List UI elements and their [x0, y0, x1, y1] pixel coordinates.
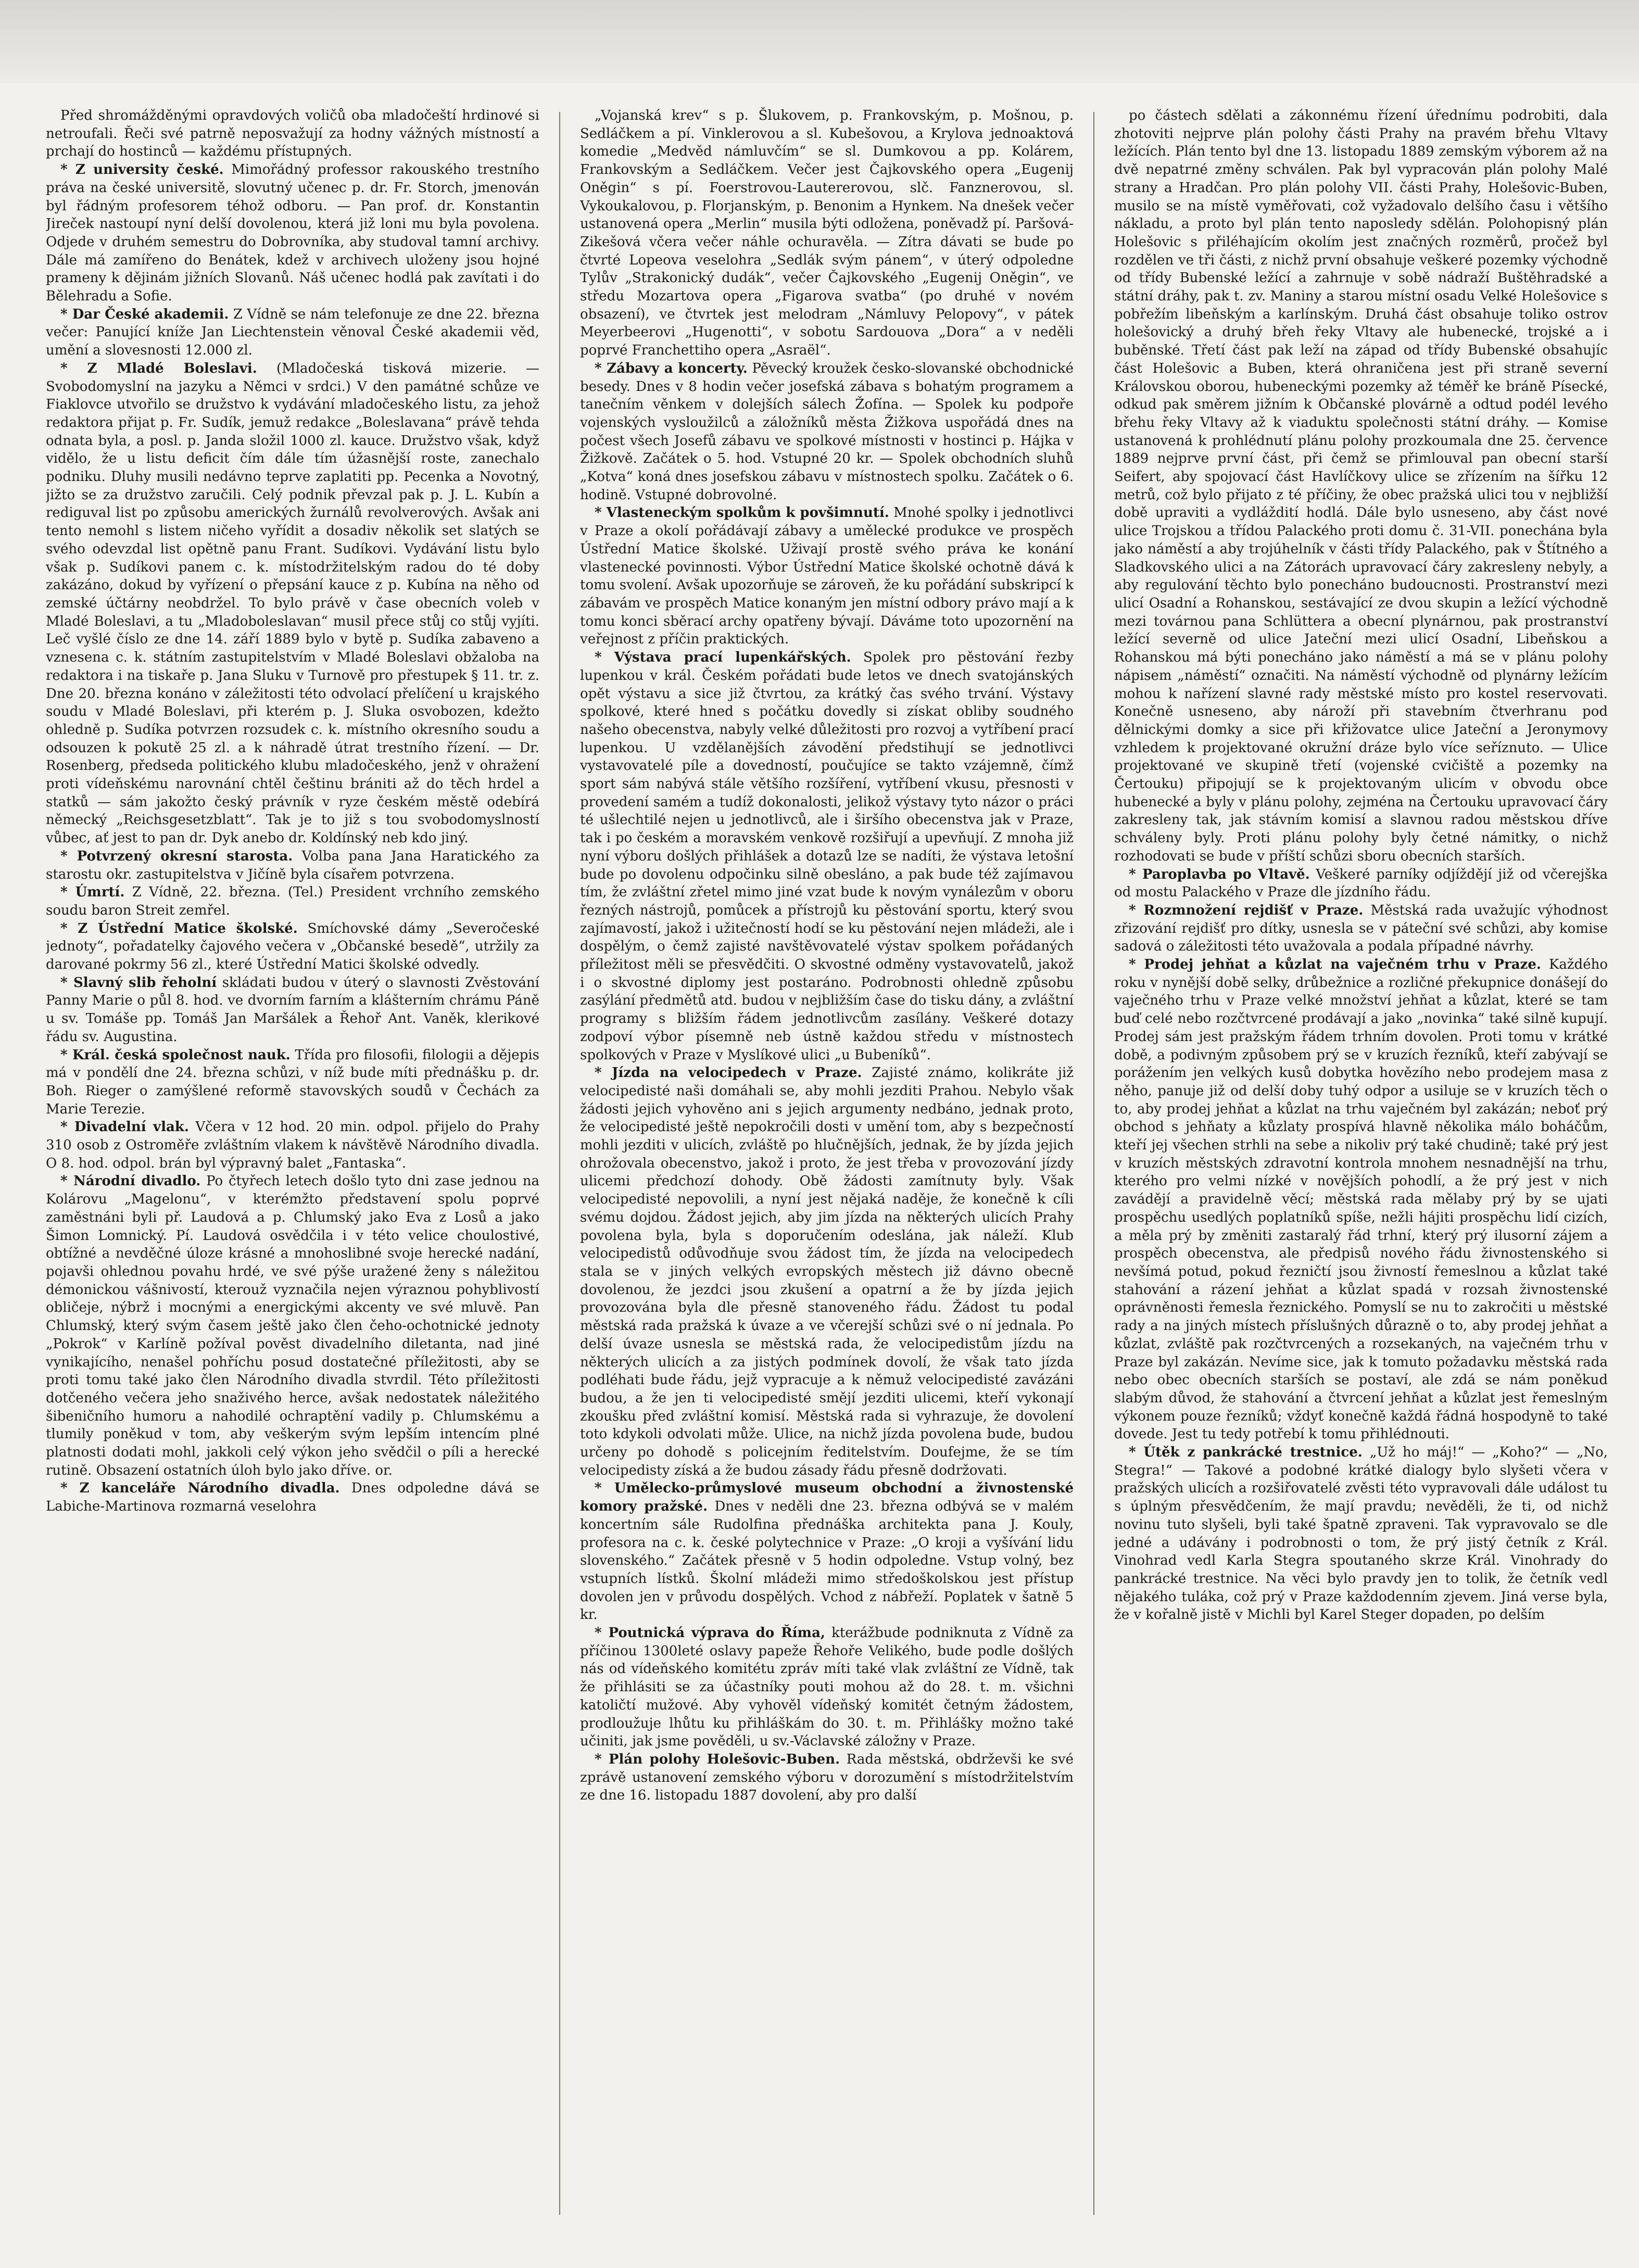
article-paragraph	[580, 1479, 1074, 1624]
article-heading: * Jízda na velocipedech v Praze.	[595, 1065, 862, 1081]
article-text: Zajisté známo, kolikráte již velocipedisté naši domáhali se, aby mohli jezditi Prahou. Nebylo však žádosti jejich vyhověno ani s jejich argumenty nedbáno, jednak proto, že velocipedisté ještě nepokročili dosti v umění tom, aby s bezpečností mohli jezditi v ulicích, zvláště po hlučnějších, jednak, že by jízda jejich ohrožovala obecenstvo, jakož i proto, že jest třeba v provozování jízdy ulicemi předchozí dohody. Obě žádosti zamítnuty byly. Však velocipedisté nepovolili, a nyní jest nějaká naděje, že konečně k cíli svému dojdou. Žádost jejich, aby jim jízda na některých ulicích Prahy povolena byla, byla s doporučením odeslána, jak náleží. Klub velocipedistů odůvodňuje svou žádost tím, že jízda na velocipedech stala se v jiných velkých evropských městech již dávno obecně dovolenou, že jezdci jsou zkušení a opatrní a že by jízda jejich provozována byla dle přesně stanoveného řádu. Žádost tu podal městská rada pražská k úvaze a ve včerejší schůzi své o ní jednala. Po delší úvaze usnesla se městská rada, že velocipedistům jízdu na některých ulicích a za jistých podmínek dovolí, že však tato jízda podléhati bude řádu, jejž vypracuje a k němuž velocipedisté zavázáni budou, a že jen ti velocipedisté smějí jezditi ulicemi, kteří vykonají zkoušku před zvláštní komisí. Městská rada si vyhrazuje, že dovolení toto kdykoli odvolati může. Ulice, na nichž jízda povolena bude, budou určeny po dohodě s policejním ředitelstvím. Doufejme, že se tím velocipedisty získá a že budou zásady řádu přesně dodržovati.	[580, 1065, 1074, 1478]
article-text: Z Vídně se nám telefonuje ze dne 22. března večer: Panující kníže Jan Liechtenstein věnoval České akademii věd, umění a slovesnosti 12.000 zl.	[46, 306, 539, 359]
article-heading: * Vlasteneckým spolkům k povšimnutí.	[595, 505, 889, 521]
article-paragraph	[1114, 866, 1608, 902]
page-top-margin	[0, 0, 1639, 83]
article-heading: * Z university české.	[60, 162, 224, 178]
article-heading: * Z kanceláře Národního divadla.	[60, 1480, 340, 1497]
article-heading: * Král. česká společnost nauk.	[60, 1047, 291, 1063]
article-paragraph	[580, 504, 1074, 649]
article-text: Před shromážděnými opravdových voličů oba mladočeští hrdinové si netroufali. Řeči své patrně neposvažují za hodny vážných místností a prchají do hostinců — každému přístupných.	[46, 108, 539, 160]
article-paragraph	[1114, 1443, 1608, 1624]
article-text: „Už ho máj!“ — „Koho?“ — „No, Stegra!“ — Takové a podobné krátké dialogy bylo slyšeti včera v pražských ulicích a rozšiřovatelé zvěsti této vypravovali dále událost tu s úplným přesvědčením, že mají pravdu; nevěděli, že ti, od nichž novinu tuto slyšeli, byli také špatně zpraveni. Tak vypravovalo se dle jedné a udávány i podrobnosti o tom, že prý jistý četník z Král. Vinohrad vedl Karla Stegra spoutaného skrze Král. Vinohrady do pankrácké trestnice. Na věci bylo pravdy jen to tolik, že četník vedl nějakého tuláka, což prý v Praze každodenním zjevem. Jiná verse byla, že v kořalně jistě v Michli byl Karel Steger dopaden, po delším	[1114, 1445, 1608, 1623]
article-paragraph	[46, 1046, 539, 1119]
article-paragraph	[46, 360, 539, 847]
article-heading: * Výstava prací lupenkářských.	[595, 650, 851, 666]
article-text: (Mladočeská tisková mizerie. — Svobodomyslní na jazyku a Němci v srdci.) V den památné schůze ve Fiaklovce utvořilo se družstvo k vydávání mladočeského listu, za jehož redaktora přijat p. Fr. Sudík, jemuž redakce „Boleslavana“ právě tehda odnata byla, a posl. p. Janda složil 1000 zl. kauce. Družstvo však, když vidělo, že u listu deficit čím dále tím úžasnější roste, zanechalo podniku. Dluhy musili nedávno teprve zaplatiti pp. Pecenka a Novotný, jižto se za družstvo zaručili. Celý podnik převzal pak p. J. L. Kubín a rediguval list po způsobu amerických žurnálů revolverových. Avšak ani tento nemohl s listem ničeho vyřídit a dosadiv několik set slatých se svého odevzdal list opětně panu Frant. Sudíkovi. Vydávání listu bylo však p. Sudíkovi panem c. k. místodržitelským radou do té doby zakázáno, dokud by vyřízení o přepsání kauce z p. Kubína na něho od zemské účtárny neobdržel. To bylo právě v čase obecních voleb v Mladé Boleslavi, a tu „Mladoboleslavan“ musil přece stůj co stůj vyjíti. Leč vyšlé číslo ze dne 14. září 1889 bylo v bytě p. Sudíka zabaveno a vznesena c. k. státním zastupitelstvím v Mladé Boleslavi obžaloba na redaktora i na tiskaře p. Jana Sluku v Turnově pro přestupek § 11. tr. z. Dne 20. března konáno v záležitosti této odvolací přelíčení u krajského soudu v Mladé Boleslavi, při kterém p. J. Sluka osvobozen, kdežto ohledně p. Sudíka potvrzen rozsudek c. k. místního okresního soudu a odsouzen k pokutě 25 zl. a k náhradě útrat trestního řízení. — Dr. Rosenberg, předseda politického klubu mladočeského, jenž v ohražení proti vídeňskému narovnání chtěl češtinu brániti až do těch hrdel a statků — sám jakožto český právník v ryze českém městě odebírá německý „Reichsgesetzblatt“. Tak je to již s tou svobodomyslností vůbec, ať jest to pan dr. Dyk anebo dr. Koldínský neb kdo jiný.	[46, 360, 539, 846]
article-paragraph	[46, 883, 539, 919]
article-heading: * Divadelní vlak.	[60, 1119, 189, 1135]
article-paragraph	[580, 649, 1074, 1064]
article-heading: * Paroplavba po Vltavě.	[1129, 866, 1310, 882]
article-text: Každého roku v nynější době selky, drůbežnice a rozličné překupnice donášejí do vaječného trhu v Praze velké množství jehňat a kůzlat, které se tam buď celé nebo rozčtvrcené prodávají a jako „novinka“ také silně kupují. Prodej sám jest pražským řádem trhním dovolen. Proti tomu v krátké době, a podivným způsobem prý se v kruzích řezníků, kteří zabývají se porážením jen velkých kusů dobytka hovězího nebo prodejem masa z něho, panuje již od delší doby tuhý odpor a usiluje se v kruzích těch o to, aby prodej jehňat a kůzlat na trhu vaječném byl zakázán; neboť prý obchod s jehňaty a kůzlaty prospívá hlavně několika málo boháčům, kteří jej všechen strhli na sebe a nikoliv prý také chudině; také prý jest v kruzích městských zdravotní kontrola mnohem nesnadnější na trhu, kterého pro velmi nízké v novějších pohodlí, a že prý jest v nich zavádějí a pravidelně věcí; městská rada mělaby prý by se ujati prospěchu usedlých poplatníků spíše, nežli hájiti prospěchu lidí cizích, a měla prý by změniti zastaralý řád trhní, který prý ilusorní zájem a prospěch obecenstva, ale předpisů nového řádu živnostenského si nevšímá potud, pokud řezničtí jsou živností řemeslnou a kůzlat také stahování a rázení jehňat a kůzlat spadá v rozsah živnostenské oprávněnosti řemesla řeznického. Pomyslí se nu to zakročiti u městské rady a na jiných místech příslušných důrazně o to, aby prodej jehňat a kůzlat, zvláště pak rozčtvrcených a rozsekaných, na vaječném trhu v Praze byl zakázán. Nevíme sice, jak k tomuto požadavku městská rada nebo obec obecních starších se postaví, ale zdá se nám poněkud slabým důvod, že stahování a čtvrcení jehňat a kůzlat jest řemeslným výkonem pouze řezníků; vždyť konečně každá řádná hospodyně to také dovede. Jest tu tedy potřebí k tomu přihlédnouti.	[1114, 957, 1608, 1442]
article-heading: * Umělecko-průmyslové museum obchodní a živnostenské komory pražské.	[580, 1480, 1074, 1515]
article-paragraph	[46, 847, 539, 883]
article-text: Po čtyřech letech došlo tyto dni zase jednou na Kolárovu „Magelonu“, v kterémžto představení spolu poprvé zaměstnáni byli př. Laudová a p. Chlumský jako Eva z Losů a jako Šimon Lomnický. Pí. Laudová osvědčila i v této velice choulostivé, obtížné a nevděčné úloze krásné a mnohoslibné svoje herecké nadání, pojavši ohlednou povahu hrdé, ve své pýše uražené ženy s náležitou démonickou vášnivostí, kterouž vyznačila nejen výraznou pohyblivostí obličeje, nýbrž i mocnými a energickými akcenty ve své mluvě. Pan Chlumský, který svým časem ještě jako člen čeho-ochotnické jednoty „Pokrok“ v Karlíně požíval pověst divadelního diletanta, nad jiné vynikajícího, nenašel pohříchu posud dostatečné příležitosti, aby se proti tomu také jako člen Národního divadla stvrdil. Této příležitosti dotčeného večera jeho snaživého herce, avšak nedostatek náležitého šibeničního humoru a nahodilé ochraptění vadily p. Chlumskému a tlumily poněkud v tom, aby veškerým svým lepším intencím plné platnosti dodati mohl, jakkoli celý výkon jeho svědčil o píli a herecké rutině. Obsazení ostatních úloh bylo jako dříve. or.	[46, 1173, 539, 1478]
article-heading: * Z Ústřední Matice školské.	[60, 920, 298, 936]
article-paragraph	[580, 1751, 1074, 1805]
article-text: skládati budou v úterý o slavnosti Zvěstování Panny Marie o půl 8. hod. ve dvorním farním a klášterním chrámu Páně u sv. Tomáše pp. Tomáš Jan Maršálek a Řehoř Ant. Vaněk, klerikové řádu sv. Augustina.	[46, 974, 539, 1045]
article-paragraph	[46, 306, 539, 360]
article-paragraph	[46, 920, 539, 974]
article-heading: * Potvrzený okresní starosta.	[60, 848, 293, 864]
article-heading: * Z Mladé Boleslavi.	[60, 360, 257, 376]
article-columns	[46, 107, 1608, 2236]
article-paragraph	[46, 974, 539, 1046]
article-heading: * Poutnická výprava do Říma,	[595, 1625, 825, 1641]
article-text: „Vojanská krev“ s p. Šlukovem, p. Frankovským, p. Mošnou, p. Sedláčkem a pí. Vinklerovou a sl. Kubešovou, a Krylova jednoaktová komedie „Medvěd námluvčím“ se sl. Dumkovou a pp. Kolárem, Frankovským a Sedláčkem. Večer jest Čajkovského opera „Eugenij Oněgin“ s pí. Foerstrovou-Lautererovou, slč. Fanznerovou, sl. Vykoukalovou, p. Florjanským, p. Benonim a Hynkem. Na dnešek večer ustanovená opera „Merlin“ musila býti odložena, poněvadž pí. Paršová-Zikešová včera večer náhle ochuravěla. — Zítra dávati se bude po čtvrté Lopeova veselohra „Sedlák svým pánem“, v úterý odpoledne Tylův „Strakonický dudák“, večer Čajkovského „Eugenij Oněgin“, ve středu Mozartova opera „Figarova svatba“ (po druhé v novém obsazení), ve čtvrtek jest melodram „Námluvy Pelopovy“, v pátek Meyerbeerovi „Hugenotti“, v sobotu Sardouova „Dora“ a v neděli poprvé Franchettiho opera „Asraël“.	[580, 108, 1074, 359]
article-paragraph	[1114, 902, 1608, 956]
article-text: Dnes v neděli dne 23. března odbývá se v malém koncertním sále Rudolfina přednáška architekta pana J. Kouly, profesora na c. k. české polytechnice v Praze: „O kroji a vyšívání lidu slovenského.“ Začátek přesně v 5 hodin odpoledne. Vstup volný, bez vstupních lístků. Školní mládeži mimo středoškolskou jest přístup dovolen jen v průvodu dospělých. Vchod z nábřeží. Poplatek v šatně 5 kr.	[580, 1499, 1074, 1623]
article-text: Včera v 12 hod. 20 min. odpol. přijelo do Prahy 310 osob z Ostroměře zvláštním vlakem k návštěvě Národního divadla. O 8. hod. odpol. brán byl výpravný balet „Fantaska“.	[46, 1119, 539, 1171]
article-text: po částech sdělati a zákonnému řízení úřednímu podrobiti, dala zhotoviti nejprve plán polohy části Prahy na pravém břehu Vltavy ležících. Plán tento byl dne 13. listopadu 1889 zemským výborem až na dvě nepatrné změny schválen. Pak byl vypracován plán polohy Malé strany a Hradčan. Pro plán polohy VII. části Prahy, Holešovic-Buben, musilo se na místě vyměřovati, což vyžadovalo delšího času i většího nákladu, a proto byl plán tento naposledy sdělán. Polohopisný plán Holešovic s přiléhajícím okolím jest značných rozměrů, pročež byl rozdělen ve tři části, z nichž první obsahuje veškeré pozemky východně od třídy Bubenské ležící a zahrnuje v sobě nádraží Buštěhradské a státní dráhy, pak t. zv. Maniny a starou místní osadu Velké Holešovice s pobřežím libeňským a karlínským. Druhá část obsahuje toliko ostrov holešovický a druhý břeh řeky Vltavy ale hubenecké, trojské a i buběnské. Třetí část pak leží na západ od třídy Bubenské obsahujíc část Holešovic a Buben, která ohraničena jest při straně severní Královskou oborou, hubeneckými pozemky až téměř ke bráně Písecké, odkud pak směrem jižním k Občanské plovárně a odtud podél levého břehu řeky Vltavy až k viaduktu společnosti státní dráhy. — Komise ustanovená k prohlédnutí plánu polohy prozkoumala dne 25. července 1889 nejprve první část, při čemž se přimlouval pan obecní starší Seifert, aby spojovací část Havlíčkovy ulice se zřízením na šířku 12 metrů, což bylo přijato z té příčiny, že obec pražská ulici tou v nejbližší době upraviti a vydláždití hodlá. Dále bylo usneseno, aby část nové ulice Trojskou a třídou Palackého proti domu č. 31-VII. ponechána byla jako náměstí a aby trojúhelník v části třídy Palackého, pak v Štítného a Sladkovského ulici a na Zátorách upravovací čáry zakresleny nebyly, a aby regulování těchto bylo ponecháno budoucnosti. Prostranství mezi ulicí Osadní a Rohanskou, sestávající ze dvou skupin a ležící východně mezi továrnou pana Schlüttera a obecní plynárnou, pak prostranství ležící severně od ulice Jateční mezi ulicí Osadní, Libeňskou a Rohanskou má býti ponecháno jako náměstí a má se v plánu polohy nápisem „náměstí“ označiti. Na náměstí východně od plynárny ležícím mohou k nařízení slavné rady městské místo pro kostel reservovati. Konečně usneseno, aby nároží při stavebním čtverhranu pod dělnickými domky a sice při křižovatce ulice Jateční a Jeronymovy vzhledem k projektované okružní dráze bylo více seříznuto. — Ulice projektované ve skupině třetí (vojenské cvičiště a pozemky na Čertouku) připojují se k projektovaným ulicím v obvodu obce hubenecké a byly v plánu polohy, zejména na Čertouku upravovací čáry zakresleny tak, jak stávním komisí a slavnou radou městskou dříve schváleny byly. Proti plánu polohy byly četné námitky, o nichž rozhodovati se bude v příští schůzi sboru obecních starších.	[1114, 108, 1608, 864]
article-heading: * Útěk z pankrácké trestnice.	[1129, 1445, 1363, 1461]
article-heading: * Národní divadlo.	[60, 1173, 201, 1189]
article-paragraph	[46, 1118, 539, 1172]
article-heading: * Prodej jehňat a kůzlat na vaječném trhu v Praze.	[1129, 957, 1541, 973]
column-2	[580, 107, 1074, 2236]
article-heading: * Zábavy a koncerty.	[595, 360, 748, 376]
article-paragraph	[46, 107, 539, 161]
article-paragraph	[46, 1172, 539, 1479]
article-heading: * Úmrtí.	[60, 884, 125, 901]
article-text: Městská rada uvažujíc výhodnost zřizování rejdišť pro dítky, usnesla se v páteční své schůzi, aby komise sadová o záležitosti této uvažovala a podala případné návrhy.	[1114, 902, 1608, 955]
article-text: Veškeré parníky odjíždějí již od včerejška od mostu Palackého v Praze dle jízdního řádu.	[1114, 866, 1608, 901]
article-paragraph	[46, 1479, 539, 1515]
article-paragraph	[580, 1064, 1074, 1479]
article-text: kterážbude podniknuta z Vídně za příčinou 1300leté oslavy papeže Řehoře Velikého, bude podle došlých nás od vídeňského komitétu zpráv míti také vlak zvláštní ze Vídně, tak že přihlásiti se za účastníky pouti mohou až do 28. t. m. všichni katoličtí mužové. Aby vyhověl vídeňský komitét četným žádostem, prodloužuje lhůtu ku přihláškám do 30. t. m. Přihlášky možno také učiniti, jak jsme pověděli, u sv.-Václavské záložny v Praze.	[580, 1625, 1074, 1750]
article-heading: * Dar České akademii.	[60, 306, 229, 322]
article-paragraph	[580, 1624, 1074, 1751]
article-text: Dnes odpoledne dává se Labiche-Martinova rozmarná veselohra	[46, 1480, 539, 1515]
article-text: Z Vídně, 22. března. (Tel.) President vrchního zemského soudu baron Streit zemřel.	[46, 884, 539, 918]
article-paragraph	[580, 360, 1074, 504]
article-paragraph	[46, 161, 539, 306]
article-paragraph	[1114, 107, 1608, 866]
article-text: Pěvecký kroužek česko-slovanské obchodnické besedy. Dnes v 8 hodin večer josefská zábava s bohatým programem a tanečním věnkem v dolejších sálech Žofína. — Spolek ku podpoře vojenských vysloužilců a záložníků města Žižkova uspořádá dnes na počest všech Josefů zábavu ve spolkové místnosti v hostinci p. Hájka v Žižkově. Začátek o 5. hod. Vstupné 20 kr. — Spolek obchodních sluhů „Kotva“ koná dnes josefskou zábavu v místnostech spolku. Začátek o 6. hodině. Vstupné dobrovolné.	[580, 360, 1074, 503]
article-paragraph	[1114, 956, 1608, 1443]
article-paragraph	[580, 107, 1074, 360]
article-heading: * Plán polohy Holešovic-Buben.	[595, 1751, 840, 1767]
column-divider	[1093, 112, 1094, 2215]
article-heading: * Rozmnožení rejdišť v Praze.	[1129, 902, 1364, 918]
article-text: Rada městská, obdrževši ke své zprávě ustanovení zemského výboru v dorozumění s místodržitelstvím ze dne 16. listopadu 1887 dovolení, aby pro další	[580, 1751, 1074, 1804]
article-heading: * Slavný slib řeholní	[60, 974, 217, 991]
column-divider	[559, 112, 560, 2215]
article-text: Volba pana Jana Haratického za starostu okr. zastupitelstva v Jičíně byla císařem potvrzena.	[46, 848, 539, 882]
article-text: Spolek pro pěstování řezby lupenkou v král. Českém pořádati bude letos ve dnech svatojánských opět výstavu a sice již čtvrtou, za krátký čas svého trvání. Výstavy spolkové, které hned s počátku dovedly si získat obliby soudného našeho obecenstva, nabyly velké důležitosti pro rozvoj a vytříbení prací lupenkou. U vzdělanějších závodění předstihují se jednotlivci vystavovatelé píle a dovedností, poučujíce se takto vzájemně, čímž sport sám nabývá stále většího rozšíření, vytříbení vkusu, přesnosti v provedení samém a tudíž dokonalosti, jelikož výstavy tyto názor o práci té ušlechtilé nejen u jednotlivců, ale i širšího obecenstva jak v Praze, tak i po českém a moravském venkově rozšiřují a upevňují. Z mnoha již nyní výboru došlých přihlášek a dotazů lze se nadíti, že výstava letošní bude po dovolenu odpočinku silně obesláno, a pak bude též zajímavou tím, že zvláštní zřetel mimo jiné vzat bude k novým vynálezům v oboru řezných nástrojů, pomůcek a přístrojů ku pěstování sportu, který svou zajímavostí, jakož i užitečností hodí se ku pěstování nejen mládeži, ale i dospělým, o čemž zajisté navštěvovatelé výstav spolkem pořádaných příležitost měli se přesvědčiti. O skvostné odměny vystavovatelů, jakož i o skvostné diplomy jest postaráno. Podrobnosti ohledně způsobu zasýlání předmětů atd. budou v nejbližším čase do tisku dány, a zvláštní programy s bližším řádem jednotlivcům zasílány. Veškeré dotazy zodpoví výbor písemně neb ústně každou středu v místnostech spolkových v Praze v Myslíkové ulici „u Bubeníků“.	[580, 650, 1074, 1063]
column-3	[1114, 107, 1608, 2236]
column-1	[46, 107, 539, 2236]
article-text: Mnohé spolky i jednotlivci v Praze a okolí pořádávají zábavy a umělecké produkce ve prospěch Ústřední Matice školské. Uživají prostě svého práva ke konání vlastenecké povinnosti. Výbor Ústřední Matice školské ochotně dává k tomu svolení. Avšak upozorňuje se zároveň, že ku pořádání subskripcí k zábavám ve prospěch Matice konaným jen místní odbory právo mají a k tomu konci sběrací archy opatřeny bývají. Dáváme toto upozornění na veřejnost z příčin praktických.	[580, 505, 1074, 648]
article-text: Mimořádný professor rakouského trestního práva na české universitě, slovutný učenec p. dr. Fr. Storch, jmenován byl řádným profesorem téhož odboru. — Pan prof. dr. Konstantin Jireček nastoupí nyní delší dovolenou, která již loni mu byla povolena. Odjede v druhém semestru do Dobrovníka, aby studoval tamní archivy. Dále má zamířeno do Benátek, kdež v archivech uloženy jsou hojné prameny k dějinám jižních Slovanů. Náš učenec hodlá pak zavítati i do Bělehradu a Sofie.	[46, 162, 539, 305]
article-text: Třída pro filosofii, filologii a dějepis má v pondělí dne 24. března schůzi, v níž bude míti přednášku p. dr. Boh. Rieger o zamýšlené reformě stavovských soudů v Čechách za Marie Terezie.	[46, 1047, 539, 1117]
article-text: Smíchovské dámy „Severočeské jednoty“, pořadatelky čajového večera v „Občanské besedě“, utržily za darované pokrmy 56 zl., které Ústřední Matici školské odvedly.	[46, 920, 539, 973]
